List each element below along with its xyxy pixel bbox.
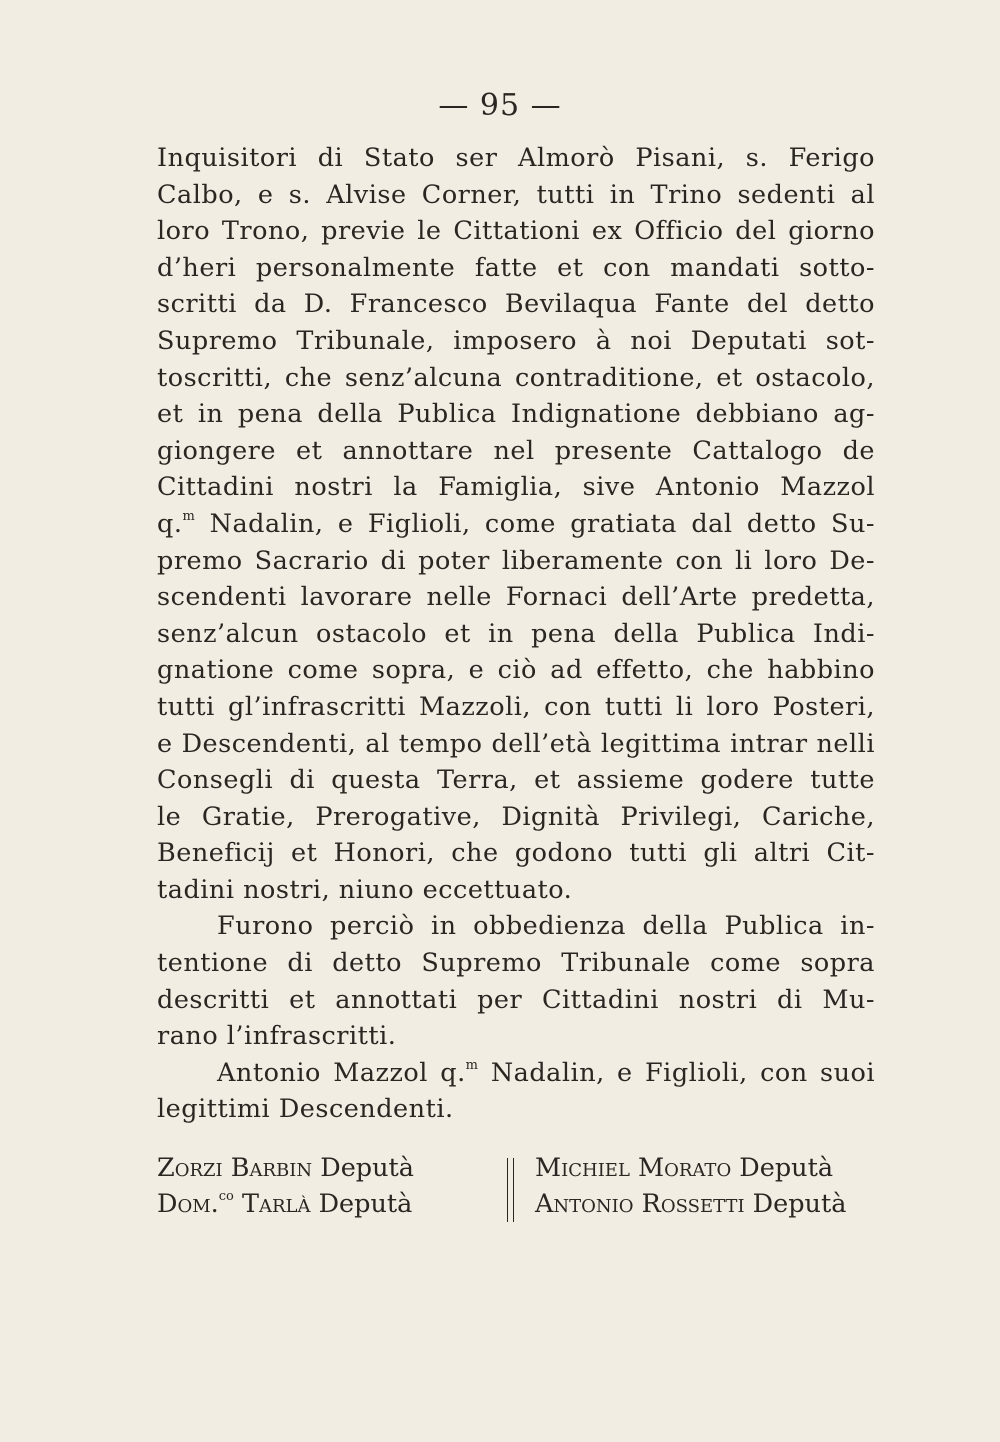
signature-line	[535, 1150, 846, 1186]
signatory-name: Zorzi Barbin	[157, 1153, 313, 1183]
text-line: tutti gl’infrascritti Mazzoli, con tutti li loro Posteri,	[157, 691, 875, 722]
signatures-block	[157, 1150, 875, 1230]
text-line: Consegli di questa Terra, et assieme godere tutte	[157, 765, 875, 796]
text-line: e Descendenti, al tempo dell’età legittima intrar nelli	[157, 728, 875, 759]
double-vertical-rule	[507, 1158, 514, 1222]
superscript: m	[182, 508, 196, 524]
signature-column-left	[157, 1150, 414, 1222]
text-line: descritti et annottati per Cittadini nostri di Mu-	[157, 984, 875, 1015]
signature-line	[535, 1186, 846, 1222]
superscript: co	[218, 1189, 234, 1204]
text-segment: Nadalin, e Figlioli, con suoi	[478, 1057, 875, 1088]
text-line: le Gratie, Prerogative, Dignità Privilegi, Cariche,	[157, 801, 875, 832]
text-line	[157, 1055, 875, 1092]
text-line: giongere et annottare nel presente Cattalogo de	[157, 435, 875, 466]
text-line: toscritti, che senz’alcuna contraditione, et ostacolo,	[157, 362, 875, 393]
text-line: senz’alcun ostacolo et in pena della Publica Indi-	[157, 618, 875, 649]
abbreviation: q.	[157, 508, 183, 539]
text-line	[157, 506, 875, 543]
superscript: m	[465, 1057, 479, 1073]
text-line: d’heri personalmente fatte et con mandati sotto-	[157, 252, 875, 283]
signatory-surname: Tarlà	[233, 1189, 311, 1219]
text-line: loro Trono, previe le Cittationi ex Officio del giorno	[157, 216, 875, 247]
text-line: Furono perciò in obbedienza della Publica in-	[217, 911, 875, 942]
page-number: — 95 —	[438, 88, 562, 123]
text-line: tadini nostri, niuno eccettuato.	[157, 874, 573, 905]
text-line: legittimi Descendenti.	[157, 1094, 454, 1125]
signature-column-right	[535, 1150, 846, 1222]
text-line: scendenti lavorare nelle Fornaci dell’Arte predetta,	[157, 582, 875, 613]
signatory-title: Deputà	[744, 1189, 847, 1219]
text-segment: Nadalin, e Figlioli, come gratiata dal detto Su-	[195, 508, 875, 539]
text-line: rano l’infrascritti.	[157, 1021, 397, 1052]
text-line: Supremo Tribunale, imposero à noi Deputati sot-	[157, 325, 875, 356]
signatory-name: Dom.	[157, 1189, 219, 1219]
signature-line	[157, 1150, 414, 1186]
text-segment: Antonio Mazzol q.	[217, 1057, 466, 1088]
text-line: Inquisitori di Stato ser Almorò Pisani, s. Ferigo	[157, 143, 875, 173]
text-line: tentione di detto Supremo Tribunale come sopra	[157, 948, 875, 979]
signatory-title: Deputà	[312, 1153, 414, 1183]
body-text	[157, 140, 875, 1128]
text-line: premo Sacrario di poter liberamente con li loro De-	[157, 545, 875, 576]
signatory-title: Deputà	[731, 1153, 834, 1183]
signatory-name: Michiel Morato	[535, 1153, 732, 1183]
signature-line	[157, 1186, 414, 1222]
text-line: et in pena della Publica Indignatione debbiano ag-	[157, 399, 875, 430]
text-line: Calbo, e s. Alvise Corner, tutti in Trino sedenti al	[157, 179, 875, 210]
text-line: Cittadini nostri la Famiglia, sive Antonio Mazzol	[157, 472, 875, 503]
signatory-title: Deputà	[310, 1189, 413, 1219]
text-line: gnatione come sopra, e ciò ad effetto, che habbino	[157, 655, 875, 686]
signatory-name: Antonio Rossetti	[535, 1189, 745, 1219]
text-line: Beneficij et Honori, che godono tutti gli altri Cit-	[157, 838, 875, 869]
text-line: scritti da D. Francesco Bevilaqua Fante del detto	[157, 289, 875, 320]
